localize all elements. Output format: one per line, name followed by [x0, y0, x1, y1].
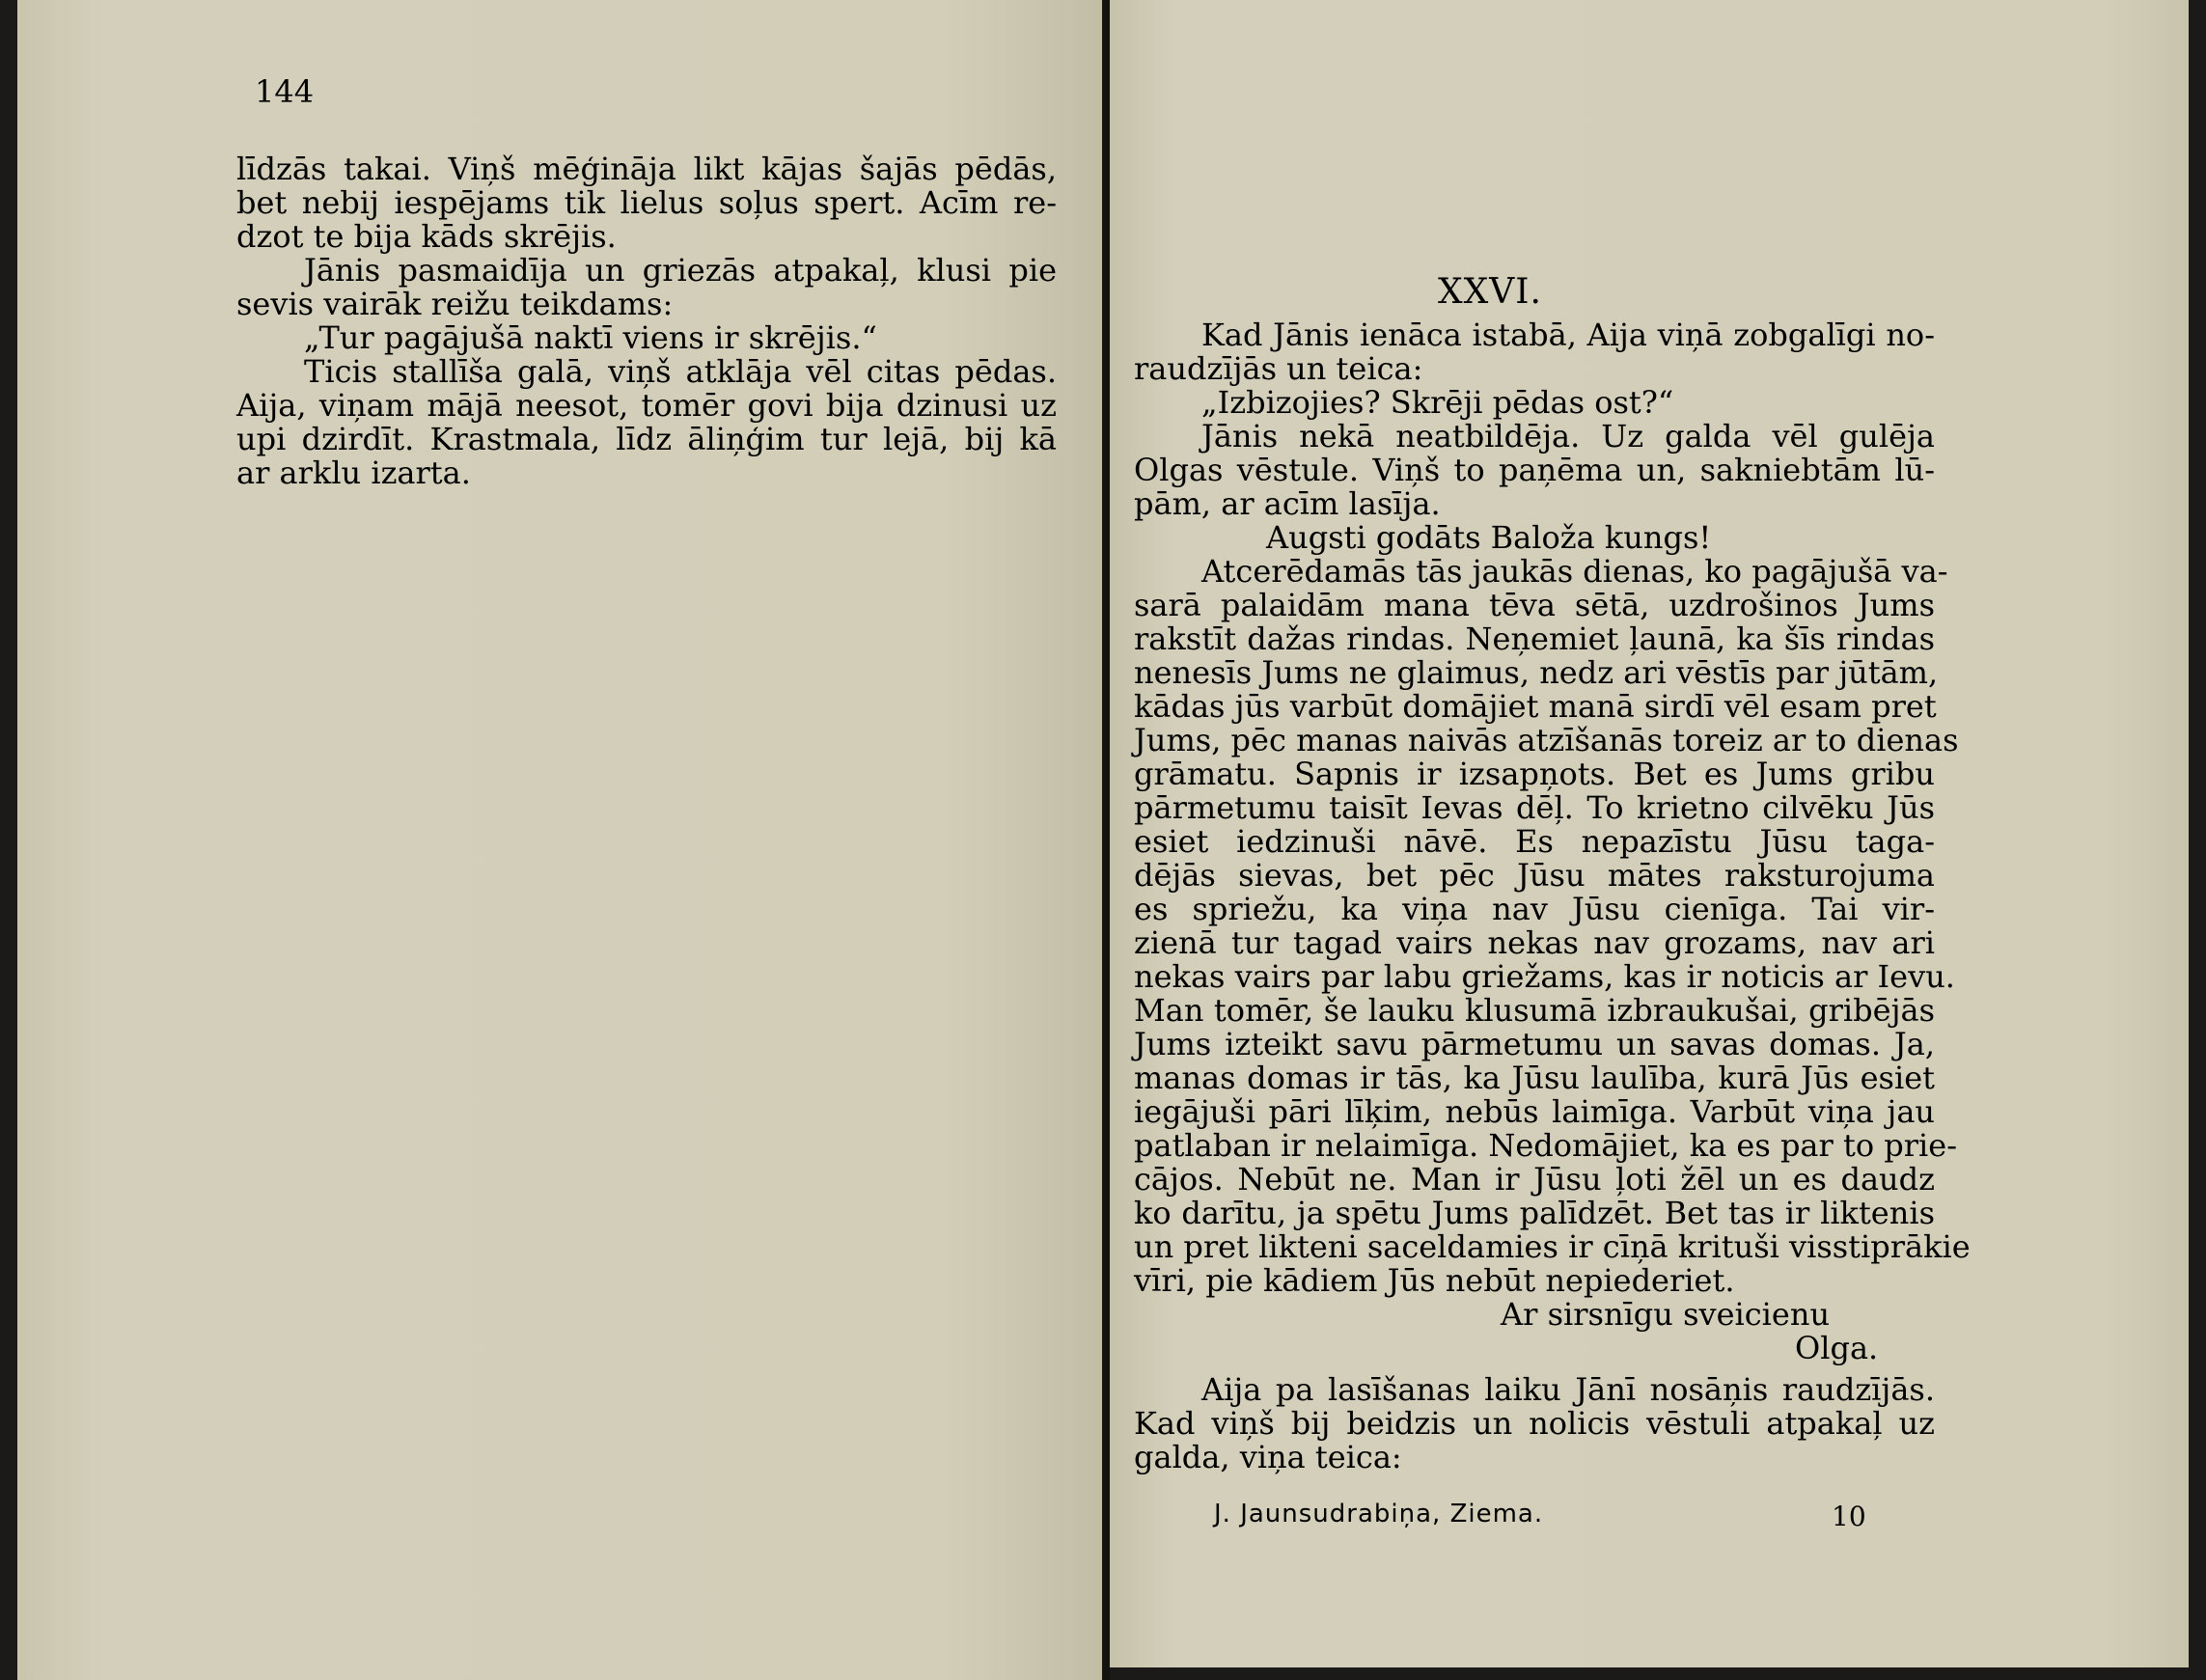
text-line: grāmatu. Sapnis ir izsapņots. Bet es Jums gribu — [1134, 756, 1935, 792]
text-line: cājos. Nebūt ne. Man ir Jūsu ļoti žēl un es daudz — [1134, 1161, 1935, 1198]
text-line: Aija pa lasīšanas laiku Jānī nosāņis raudzījās. — [1201, 1371, 1935, 1408]
text-line: bet nebij iespējams tik lielus soļus spert. Acīm re- — [236, 184, 1057, 221]
text-line: raudzījās un teica: — [1134, 350, 1423, 387]
text-line: ar arklu izarta. — [236, 454, 471, 491]
text-line: sevis vairāk reižu teikdams: — [236, 286, 674, 322]
text-line: Olgas vēstule. Viņš to paņēma un, sakniebtām lū- — [1134, 452, 1935, 488]
text-line: „Izbizojies? Skrēji pēdas ost?“ — [1201, 384, 1674, 421]
text-line: kādas jūs varbūt domājiet manā sirdī vēl esam pret — [1134, 688, 1937, 725]
footer-sheet-number: 10 — [1832, 1501, 1866, 1532]
text-line: Kad viņš bij beidzis un nolicis vēstuli atpakaļ uz — [1134, 1405, 1935, 1442]
right-page-text — [1134, 317, 1971, 1475]
letter-signature: Olga. — [1795, 1330, 1879, 1366]
text-line: Jānis pasmaidīja un griezās atpakaļ, klusi pie — [304, 252, 1057, 289]
chapter-title: XXVI. — [1438, 272, 1542, 312]
text-line: dzot te bija kāds skrējis. — [236, 218, 617, 255]
text-line: rakstīt dažas rindas. Neņemiet ļaunā, ka šīs rindas — [1134, 620, 1935, 657]
text-line: galda, viņa teica: — [1134, 1439, 1402, 1475]
text-line: Jums izteikt savu pārmetumu un savas domas. Ja, — [1134, 1026, 1935, 1062]
text-line: patlaban ir nelaimīga. Nedomājiet, ka es par to prie- — [1134, 1127, 1958, 1164]
text-line: Atcerēdamās tās jaukās dienas, ko pagājušā va- — [1201, 553, 1948, 590]
text-line: iegājuši pāri līķim, nebūs laimīga. Varbūt viņa jau — [1134, 1093, 1935, 1130]
text-line: pārmetumu taisīt Ievas dēļ. To krietno cilvēku Jūs — [1134, 789, 1935, 826]
text-line: nenesīs Jums ne glaimus, nedz ari vēstīs par jūtām, — [1134, 654, 1939, 691]
text-line: Aija, viņam mājā neesot, tomēr govi bija dzinusi uz — [236, 387, 1057, 424]
text-line: līdzās takai. Viņš mēģināja likt kājas šajās pēdās, — [236, 151, 1057, 187]
text-line: vīri, pie kādiem Jūs nebūt nepiederiet. — [1134, 1262, 1735, 1299]
text-line: es spriežu, ka viņa nav Jūsu cienīga. Tai vir- — [1134, 891, 1935, 927]
text-line: ko darītu, ja spētu Jums palīdzēt. Bet tas ir liktenis — [1134, 1195, 1935, 1231]
page-number: 144 — [255, 73, 315, 110]
footer-signature-mark: J. Jaunsudrabiņa, Ziema. — [1214, 1500, 1544, 1529]
text-line: un pret likteni saceldamies ir cīņā krituši visstiprākie — [1134, 1228, 1971, 1265]
text-line: esiet iedzinuši nāvē. Es nepazīstu Jūsu taga- — [1134, 823, 1935, 860]
text-line: upi dzirdīt. Krastmala, līdz āliņģim tur lejā, bij kā — [236, 421, 1057, 457]
text-line: Jānis nekā neatbildēja. Uz galda vēl gulēja — [1201, 418, 1935, 454]
text-line: „Tur pagājušā naktī viens ir skrējis.“ — [304, 319, 877, 356]
text-line: Kad Jānis ienāca istabā, Aija viņā zobgalīgi no- — [1201, 317, 1935, 353]
text-line: nekas vairs par labu griežams, kas ir noticis ar Ievu. — [1134, 958, 1955, 995]
text-line: Ticis stallīša galā, viņš atklāja vēl citas pēdas. — [304, 353, 1057, 390]
book-gutter — [1102, 0, 1110, 1680]
text-line: Man tomēr, še lauku klusumā izbraukušai, gribējās — [1134, 992, 1935, 1029]
text-line: pām, ar acīm lasīja. — [1134, 485, 1441, 522]
letter-closing: Ar sirsnīgu sveicienu — [1501, 1296, 1831, 1333]
text-line: sarā palaidām mana tēva sētā, uzdrošinos Jums — [1134, 587, 1935, 623]
text-line: dējās sievas, bet pēc Jūsu mātes raksturojuma — [1134, 857, 1935, 894]
letter-greeting: Augsti godāts Baloža kungs! — [1266, 519, 1712, 556]
left-page-text — [236, 152, 1057, 490]
text-line: manas domas ir tās, ka Jūsu laulība, kurā Jūs esiet — [1134, 1060, 1935, 1096]
text-line: zienā tur tagad vairs nekas nav grozams, nav ari — [1134, 924, 1935, 961]
text-line: Jums, pēc manas naivās atzīšanās toreiz ar to dienas — [1134, 722, 1959, 758]
